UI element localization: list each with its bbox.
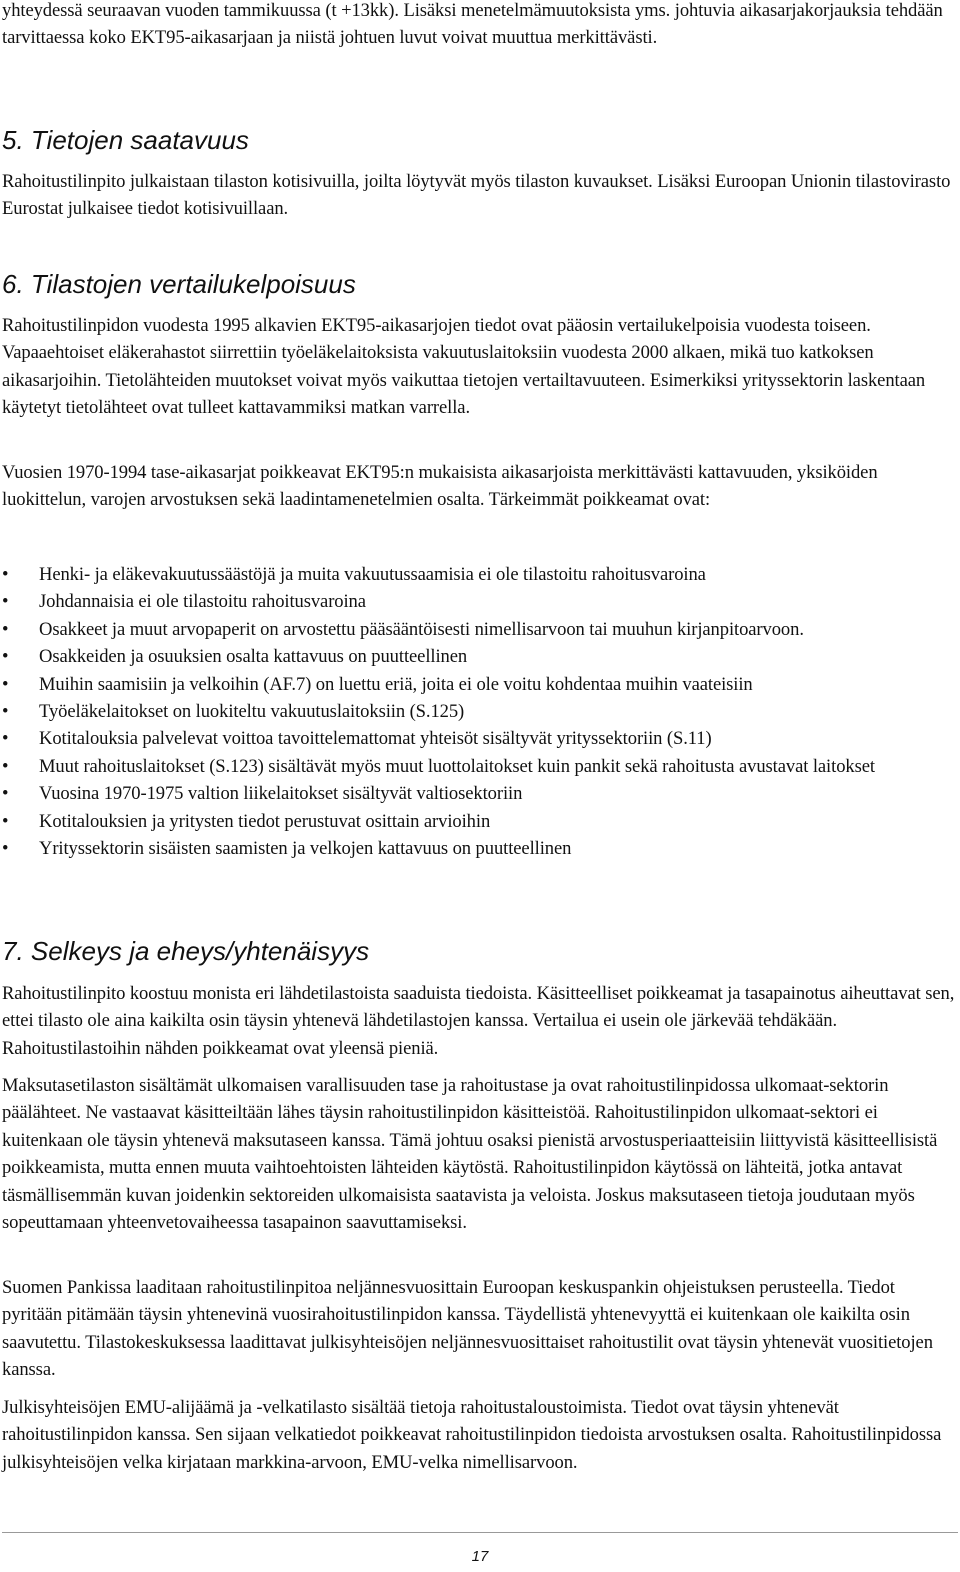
list-item: • Yrityssektorin sisäisten saamisten ja velkojen kattavuus on puutteellinen — [0, 835, 960, 862]
intro-paragraph: yhteydessä seuraavan vuoden tammikuussa (t +13kk). Lisäksi menetelmämuutoksista yms. johtuvia aikasarjakorjauksia tehdään tarvittaessa koko EKT95-aikasarjaan ja niistä johtuen luvut voivat muuttua merkittävästi. — [2, 0, 943, 49]
bullet-icon: • — [2, 673, 9, 695]
bullet-icon: • — [2, 728, 9, 750]
deviations-list — [0, 561, 960, 862]
list-item: • Osakkeet ja muut arvopaperit on arvostettu pääsääntöisesti nimellisarvoon tai muuhun kirjanpitoarvoon. — [0, 616, 960, 643]
section-5-paragraph: Rahoitustilinpito julkaistaan tilaston kotisivuilla, joilta löytyvät myös tilaston kuvaukset. Lisäksi Euroopan Unionin tilastovirasto Eurostat julkaisee tiedot kotisivuillaan. — [2, 171, 951, 220]
list-item: • Henki- ja eläkevakuutussäästöjä ja muita vakuutussaamisia ei ole tilastoitu rahoitusvaroina — [0, 561, 960, 588]
page-number: 17 — [471, 1548, 489, 1565]
section-7-heading: 7. Selkeys ja eheys/yhtenäisyys — [2, 936, 370, 966]
list-item: • Osakkeiden ja osuuksien osalta kattavuus on puutteellinen — [0, 643, 960, 670]
section-6-paragraph-1: Rahoitustilinpidon vuodesta 1995 alkavien EKT95-aikasarjojen tiedot ovat pääosin vertailukelpoisia vuodesta toiseen. Vapaaehtoiset eläkerahastot siirrettiin työeläkelaitoksista vakuutuslaitoksiin vuodesta 2000 alkaen, mikä tuo katkoksen aikasarjoihin. Tietolähteiden muutokset voivat myös vaikuttaa tietojen vertailtavuuteen. Esimerkiksi yrityssektorin laskentaan käytetyt tietolähteet ovat tulleet kattavammiksi matkan varrella. — [2, 315, 926, 419]
bullet-icon: • — [2, 701, 9, 723]
list-item: • Kotitalouksien ja yritysten tiedot perustuvat osittain arvioihin — [0, 808, 960, 835]
list-item: • Kotitalouksia palvelevat voittoa tavoittelemattomat yhteisöt sisältyvät yrityssektoriin (S.11) — [0, 725, 960, 752]
list-item: • Työeläkelaitokset on luokiteltu vakuutuslaitoksiin (S.125) — [0, 698, 960, 725]
section-5-heading: 5. Tietojen saatavuus — [2, 125, 249, 155]
section-6-paragraph-2: Vuosien 1970-1994 tase-aikasarjat poikkeavat EKT95:n mukaisista aikasarjoista merkittävästi kattavuuden, yksiköiden luokittelun, varojen arvostuksen sekä laadintamenetelmien osalta. Tärkeimmät poikkeamat ovat: — [2, 462, 878, 511]
section-6-heading: 6. Tilastojen vertailukelpoisuus — [2, 269, 356, 299]
section-7-paragraph-1: Rahoitustilinpito koostuu monista eri lähdetilastoista saaduista tiedoista. Käsitteelliset poikkeamat ja tasapainotus aiheuttavat sen, ettei tilasto ole aina kaikilta osin täysin yhtenevä lähdetilastojen kanssa. Vertailua ei usein ole järkevää tehdäkään. Rahoitustilastoihin nähden poikkeamat ovat yleensä pieniä. — [2, 983, 955, 1059]
bullet-icon: • — [2, 591, 9, 613]
section-7-paragraph-2: Maksutasetilaston sisältämät ulkomaisen varallisuuden tase ja rahoitustase ja ovat rahoitustilinpidossa ulkomaat-sektorin päälähteet. Ne vastaavat käsitteiltään lähes täysin rahoitustilinpidon käsitteistöä. Rahoitustilinpidon ulkomaat-sektori ei kuitenkaan ole täysin yhtenevä maksutaseen kanssa. Tämä johtuu osaksi pienistä arvostusperiaatteisiin liittyvistä käsitteellisistä poikkeamista, mutta ennen muuta vaihtoehtoisten lähteiden käytöstä. Rahoitustilinpidon käytössä on lähteitä, jotka antavat täsmällisemmän kuvan joidenkin sektoreiden ulkomaisista saatavista ja veloista. Joskus maksutaseen tietoja joudutaan myös sopeuttamaan yhteenvetovaiheessa tasapainon saavuttamiseksi. — [2, 1075, 938, 1234]
list-item: • Johdannaisia ei ole tilastoitu rahoitusvaroina — [0, 588, 960, 615]
footer-divider — [2, 1532, 958, 1533]
list-item: • Vuosina 1970-1975 valtion liikelaitokset sisältyvät valtiosektoriin — [0, 780, 960, 807]
bullet-icon: • — [2, 783, 9, 805]
bullet-icon: • — [2, 618, 9, 640]
list-item: • Muut rahoituslaitokset (S.123) sisältävät myös muut luottolaitokset kuin pankit sekä rahoitusta avustavat laitokset — [0, 753, 960, 780]
section-7-paragraph-3: Suomen Pankissa laaditaan rahoitustilinpitoa neljännesvuosittain Euroopan keskuspankin ohjeistuksen perusteella. Tiedot pyritään pitämään täysin yhtenevinä vuosirahoitustilinpidon kanssa. Täydellistä yhtenevyyttä ei kuitenkaan ole kaikilta osin saavutettu. Tilastokeskuksessa laadittavat julkisyhteisöjen neljännesvuosittaiset rahoitustilit ovat täysin yhtenevät vuositietojen kanssa. — [2, 1277, 933, 1381]
section-7-paragraph-4: Julkisyhteisöjen EMU-alijäämä ja -velkatilasto sisältää tietoja rahoitustaloustoimista. Tiedot ovat täysin yhtenevät rahoitustilinpidon kanssa. Sen sijaan velkatiedot poikkeavat rahoitustilinpidon tiedoista arvostuksen osalta. Rahoitustilinpidossa julkisyhteisöjen velka kirjataan markkina-arvoon, EMU-velka nimellisarvoon. — [2, 1397, 942, 1473]
bullet-icon: • — [2, 564, 9, 585]
list-item: • Muihin saamisiin ja velkoihin (AF.7) on luettu eriä, joita ei ole voitu kohdentaa muihin vaateisiin — [0, 671, 960, 698]
bullet-icon: • — [2, 838, 9, 860]
bullet-icon: • — [2, 755, 9, 777]
bullet-icon: • — [2, 646, 9, 668]
bullet-icon: • — [2, 810, 9, 832]
